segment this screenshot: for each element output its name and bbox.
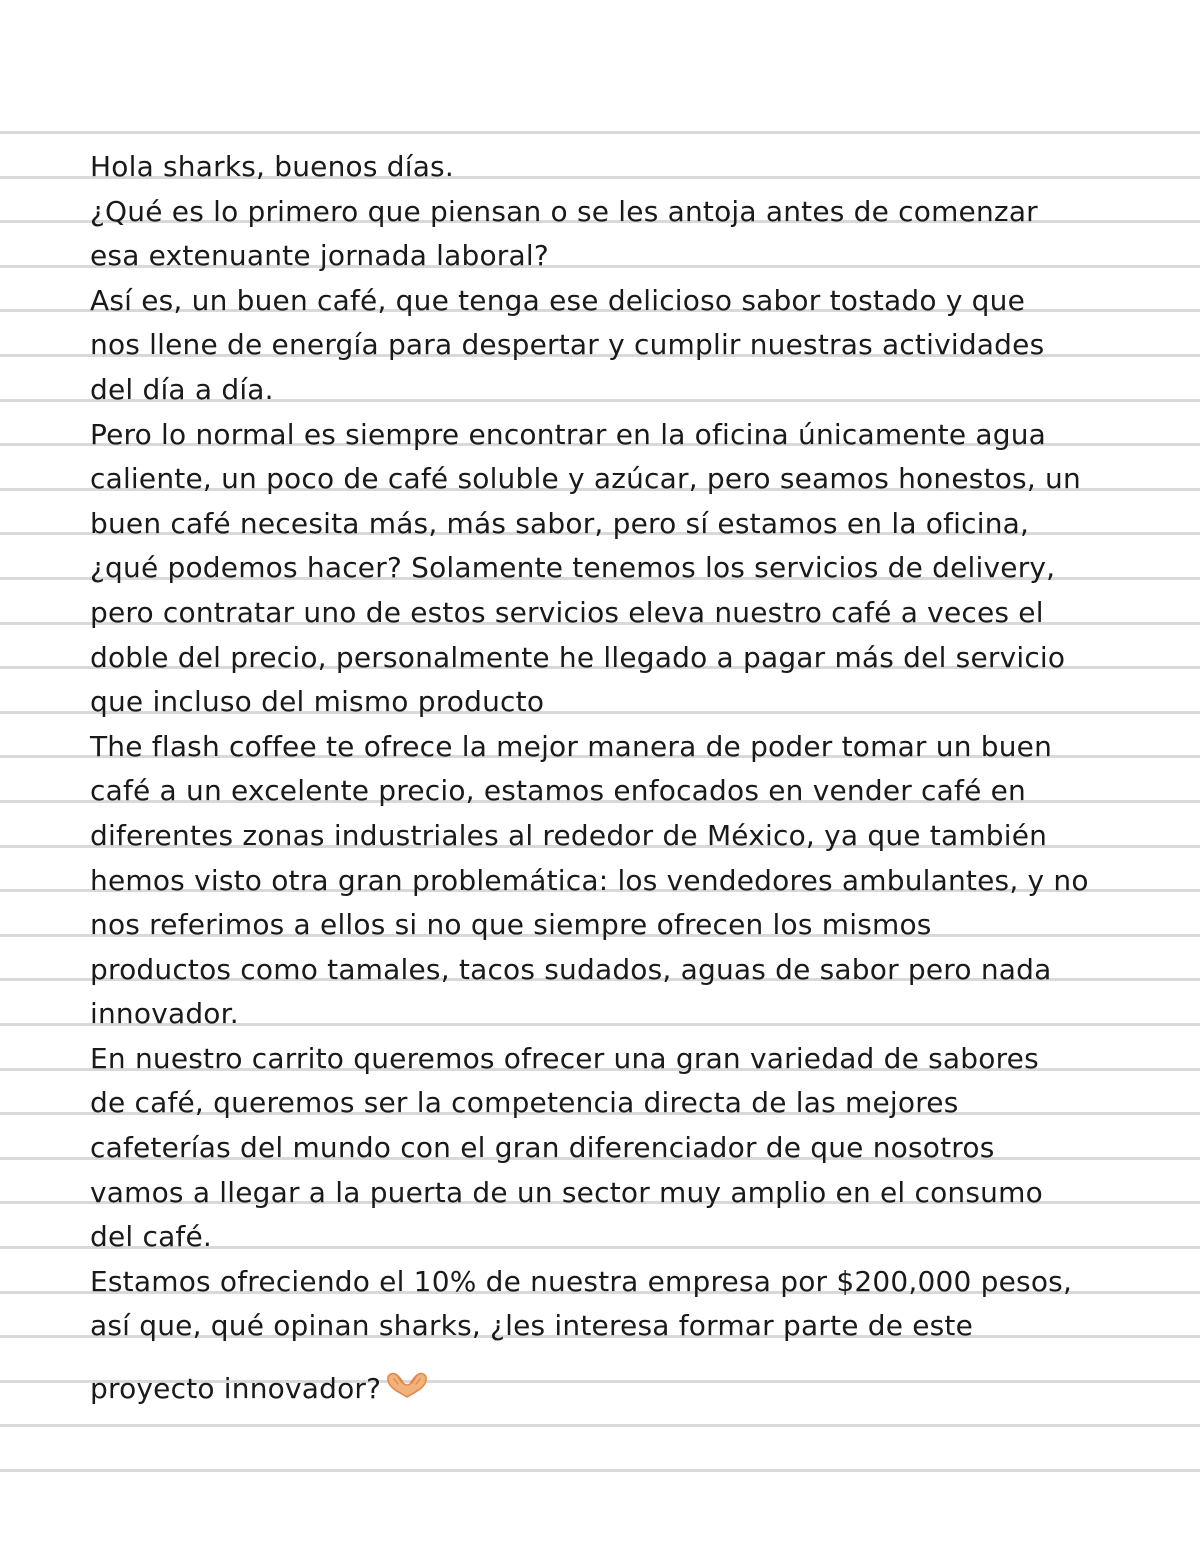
ruled-line bbox=[0, 131, 1200, 134]
text-line: proyecto innovador? bbox=[90, 1372, 382, 1406]
text-line: que incluso del mismo producto bbox=[90, 685, 545, 719]
text-line: café a un excelente precio, estamos enfocados en vender café en bbox=[90, 774, 1026, 808]
text-line: caliente, un poco de café soluble y azúcar, pero seamos honestos, un bbox=[90, 462, 1081, 496]
text-line: ¿Qué es lo primero que piensan o se les antoja antes de comenzar bbox=[90, 194, 1038, 228]
text-line: Pero lo normal es siempre encontrar en la oficina únicamente agua bbox=[90, 417, 1047, 451]
text-line: Hola sharks, buenos días. bbox=[90, 150, 454, 183]
text-line: hemos visto otra gran problemática: los vendedores ambulantes, y no bbox=[90, 863, 1089, 897]
text-line: En nuestro carrito queremos ofrecer una gran variedad de sabores bbox=[90, 1041, 1039, 1075]
text-line: cafeterías del mundo con el gran diferenciador de que nosotros bbox=[90, 1131, 995, 1165]
ruled-line bbox=[0, 1424, 1200, 1427]
text-line: del café. bbox=[90, 1220, 213, 1254]
text-line: doble del precio, personalmente he llegado a pagar más del servicio bbox=[90, 640, 1066, 674]
text-line: Estamos ofreciendo el 10% de nuestra empresa por $200,000 pesos, bbox=[90, 1264, 1073, 1298]
text-line: esa extenuante jornada laboral? bbox=[90, 239, 549, 273]
text-line: vamos a llegar a la puerta de un sector muy amplio en el consumo bbox=[90, 1175, 1043, 1209]
text-line: así que, qué opinan sharks, ¿les interesa formar parte de este bbox=[90, 1309, 974, 1343]
heart-hands-icon bbox=[385, 1351, 429, 1431]
text-line: diferentes zonas industriales al rededor de México, ya que también bbox=[90, 818, 1048, 852]
ruled-line bbox=[0, 1469, 1200, 1472]
text-line: pero contratar uno de estos servicios eleva nuestro café a veces el bbox=[90, 595, 1044, 629]
text-line: del día a día. bbox=[90, 372, 274, 406]
text-line: de café, queremos ser la competencia directa de las mejores bbox=[90, 1086, 959, 1120]
text-line: innovador. bbox=[90, 997, 239, 1031]
text-line: nos referimos a ellos si no que siempre ofrecen los mismos bbox=[90, 908, 932, 942]
letter-body bbox=[90, 145, 1120, 1407]
closing-line bbox=[90, 1349, 1120, 1407]
text-line: ¿qué podemos hacer? Solamente tenemos los servicios de delivery, bbox=[90, 551, 1056, 585]
text-line: nos llene de energía para despertar y cumplir nuestras actividades bbox=[90, 328, 1045, 362]
text-line: The flash coffee te ofrece la mejor manera de poder tomar un buen bbox=[90, 729, 1053, 763]
text-line: productos como tamales, tacos sudados, aguas de sabor pero nada bbox=[90, 952, 1052, 986]
text-line: Así es, un buen café, que tenga ese delicioso sabor tostado y que bbox=[90, 283, 1026, 317]
text-line: buen café necesita más, más sabor, pero sí estamos en la oficina, bbox=[90, 506, 1030, 540]
